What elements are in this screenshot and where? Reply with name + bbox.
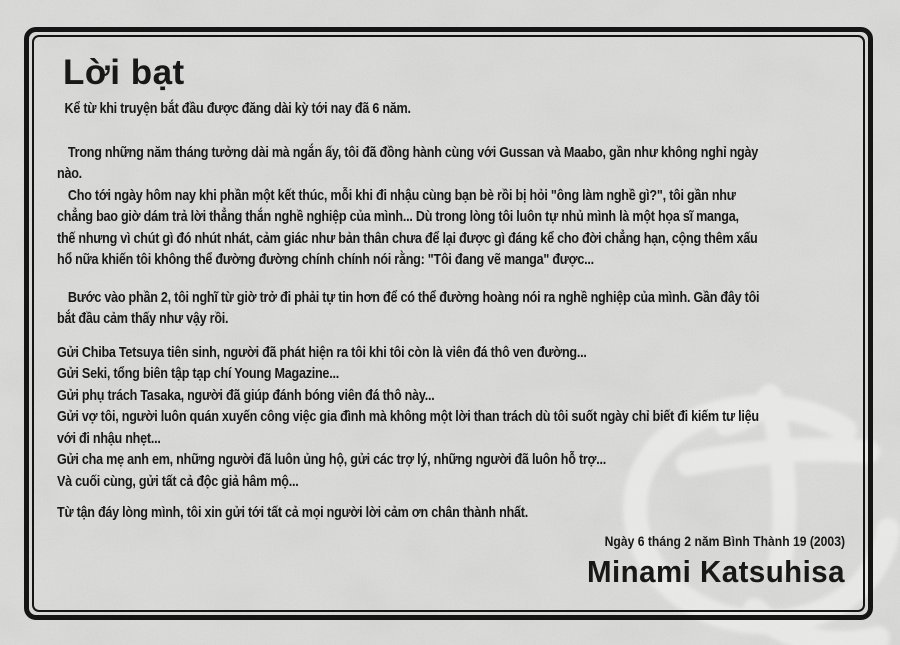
text-line: Gửi phụ trách Tasaka, người đã giúp đánh bóng viên đá thô này... — [57, 386, 435, 404]
date-line: Ngày 6 tháng 2 năm Bình Thành 19 (2003) — [604, 533, 845, 549]
text-line: nào. — [57, 165, 82, 182]
afterword-content — [57, 50, 845, 593]
text-line: Trong những năm tháng tưởng dài mà ngắn ấy, tôi đã đồng hành cùng với Gussan và Maabo, gần như không nghỉ ngày — [67, 143, 758, 161]
text-line: với đi nhậu nhẹt... — [57, 429, 161, 447]
text-line: Và cuối cùng, gửi tất cả độc giả hâm mộ... — [57, 472, 299, 490]
text-line: Cho tới ngày hôm nay khi phần một kết thúc, mỗi khi đi nhậu cùng bạn bè rồi bị hỏi "ông làm nghề gì?", tôi gần như — [67, 186, 736, 204]
text-line: Gửi cha mẹ anh em, những người đã luôn ủng hộ, gửi các trợ lý, những người đã luôn hỗ trợ... — [57, 451, 607, 468]
text-line: Bước vào phần 2, tôi nghĩ từ giờ trở đi phải tự tin hơn để có thể đường hoàng nói ra nghề nghiệp của mình. Gần đây tôi — [67, 288, 760, 306]
text-line: thế nhưng vì chút gì đó nhút nhát, cảm giác như bản thân chưa để lại được gì đáng kể cho đời chẳng hạn, cộng thêm xấu — [57, 229, 758, 247]
text-line: Gửi Seki, tổng biên tập tạp chí Young Magazine... — [57, 365, 339, 382]
text-line: chẳng bao giờ dám trả lời thẳng thắn nghề nghiệp của mình... Dù trong lòng tôi luôn tự nhủ mình là một họa sĩ manga, — [57, 208, 739, 225]
text-line: Từ tận đáy lòng mình, tôi xin gửi tới tất cả mọi người lời cảm ơn chân thành nhất. — [57, 504, 528, 521]
text-line: Kể từ khi truyện bắt đầu được đăng dài kỳ tới nay đã 6 năm. — [64, 100, 411, 117]
text-line: Gửi vợ tôi, người luôn quán xuyến công việc gia đình mà không một lời than trách dù tôi suốt ngày chỉ biết đi kiếm tư liệu — [57, 408, 759, 425]
text-line: bắt đầu cảm thấy như vậy rồi. — [57, 310, 229, 327]
page-title: Lời bạt — [63, 53, 185, 92]
text-line: hổ nữa khiến tôi không thể đường đường chính chính nói rằng: "Tôi đang vẽ manga" được... — [57, 251, 594, 268]
author-signature: Minami Katsuhisa — [587, 553, 845, 589]
text-line: Gửi Chiba Tetsuya tiên sinh, người đã phát hiện ra tôi khi tôi còn là viên đá thô ven đường... — [57, 343, 587, 361]
